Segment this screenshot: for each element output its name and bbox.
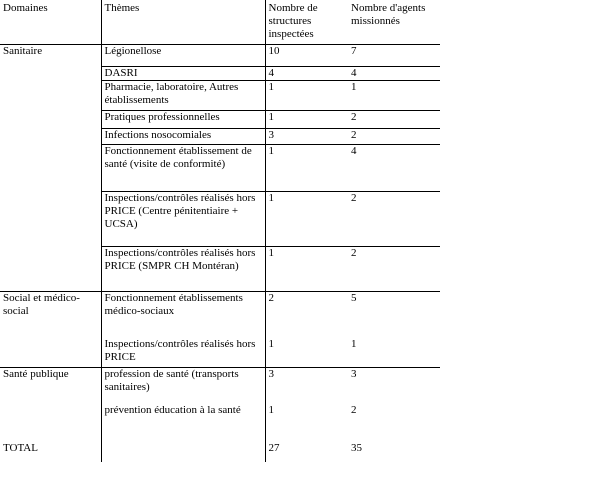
structures-value: 1 xyxy=(268,144,274,157)
agents-cell xyxy=(348,80,440,110)
structures-value: 3 xyxy=(268,128,274,141)
theme-text: profession de santé (transports sanitaires) xyxy=(104,367,239,393)
theme-text: Infections nosocomiales xyxy=(104,128,212,141)
theme-text: Inspections/contrôles réalisés hors PRICE (Centre pénitentiaire + UCSA) xyxy=(104,191,256,230)
domain-cell-sanitaire xyxy=(0,44,101,291)
theme-cell xyxy=(101,144,265,191)
structures-cell xyxy=(265,144,348,191)
theme-cell xyxy=(101,367,265,404)
theme-text: prévention éducation à la santé xyxy=(104,404,241,416)
theme-text: Fonctionnement établissement de santé (visite de conformité) xyxy=(104,144,252,170)
domain-cell-social xyxy=(0,291,101,367)
total-empty-cell xyxy=(101,442,265,462)
structures-cell xyxy=(265,367,348,404)
agents-cell xyxy=(348,110,440,128)
agents-cell xyxy=(348,291,440,338)
header-domaines-text: Domaines xyxy=(3,2,48,14)
agents-value: 1 xyxy=(351,80,357,93)
structures-cell xyxy=(265,291,348,338)
header-row xyxy=(0,0,440,44)
theme-cell xyxy=(101,246,265,291)
total-agents-cell xyxy=(348,442,440,462)
theme-text: Inspections/contrôles réalisés hors PRICE xyxy=(104,338,256,363)
domain-label: Social et médico-social xyxy=(3,291,80,317)
total-structures-cell xyxy=(265,442,348,462)
table-row xyxy=(0,291,440,338)
agents-value: 2 xyxy=(351,191,357,204)
header-domaines xyxy=(0,0,101,44)
total-label-cell xyxy=(0,442,101,462)
domain-label: Sanitaire xyxy=(3,44,43,57)
agents-cell xyxy=(348,44,440,66)
header-nb-agents-text: Nombre d'agents missionnés xyxy=(351,2,426,27)
agents-cell xyxy=(348,128,440,144)
agents-value: 3 xyxy=(351,367,357,380)
agents-cell xyxy=(348,338,440,367)
theme-text: Inspections/contrôles réalisés hors PRICE (SMPR CH Montéran) xyxy=(104,246,256,272)
domain-label: Santé publique xyxy=(3,367,69,380)
agents-cell xyxy=(348,144,440,191)
total-label: TOTAL xyxy=(3,442,38,454)
agents-value: 2 xyxy=(351,128,357,141)
total-agents-value: 35 xyxy=(351,442,362,454)
structures-cell xyxy=(265,404,348,442)
agents-cell xyxy=(348,404,440,442)
structures-cell xyxy=(265,338,348,367)
agents-cell xyxy=(348,66,440,80)
structures-cell xyxy=(265,128,348,144)
structures-value: 1 xyxy=(268,80,274,93)
structures-cell xyxy=(265,191,348,246)
agents-cell xyxy=(348,367,440,404)
table-row xyxy=(0,44,440,66)
theme-cell xyxy=(101,80,265,110)
agents-value: 2 xyxy=(351,404,357,416)
theme-text: Pharmacie, laboratoire, Autres établissements xyxy=(104,80,239,106)
agents-value: 5 xyxy=(351,291,357,304)
structures-value: 3 xyxy=(268,367,274,380)
agents-cell xyxy=(348,191,440,246)
structures-value: 4 xyxy=(268,66,274,79)
theme-cell xyxy=(101,191,265,246)
agents-value: 7 xyxy=(351,44,357,57)
structures-cell xyxy=(265,110,348,128)
header-themes xyxy=(101,0,265,44)
structures-value: 1 xyxy=(268,338,274,350)
header-nb-agents xyxy=(348,0,440,44)
theme-text: DASRI xyxy=(104,66,138,79)
header-nb-structures-text: Nombre de structures inspectées xyxy=(268,2,318,40)
structures-cell xyxy=(265,80,348,110)
theme-text: Légionellose xyxy=(104,44,162,57)
structures-value: 10 xyxy=(268,44,280,57)
agents-value: 2 xyxy=(351,246,357,259)
theme-cell xyxy=(101,44,265,66)
theme-cell xyxy=(101,66,265,80)
header-nb-structures xyxy=(265,0,348,44)
theme-cell xyxy=(101,128,265,144)
theme-text: Fonctionnement établissements médico-sociaux xyxy=(104,291,243,317)
agents-value: 1 xyxy=(351,338,357,350)
domain-cell-sante-publique xyxy=(0,367,101,442)
table-row xyxy=(0,367,440,404)
agents-value: 4 xyxy=(351,66,357,79)
structures-value: 1 xyxy=(268,404,274,416)
theme-text: Pratiques professionnelles xyxy=(104,110,220,123)
structures-value: 1 xyxy=(268,191,274,204)
total-structures-value: 27 xyxy=(268,442,280,454)
agents-value: 4 xyxy=(351,144,357,157)
total-row xyxy=(0,442,440,462)
theme-cell xyxy=(101,291,265,338)
agents-value: 2 xyxy=(351,110,357,123)
structures-cell xyxy=(265,44,348,66)
agents-cell xyxy=(348,246,440,291)
structures-cell xyxy=(265,246,348,291)
structures-cell xyxy=(265,66,348,80)
structures-value: 2 xyxy=(268,291,274,304)
structures-value: 1 xyxy=(268,246,274,259)
theme-cell xyxy=(101,338,265,367)
structures-value: 1 xyxy=(268,110,274,123)
header-themes-text: Thèmes xyxy=(104,2,140,14)
theme-cell xyxy=(101,404,265,442)
theme-cell xyxy=(101,110,265,128)
